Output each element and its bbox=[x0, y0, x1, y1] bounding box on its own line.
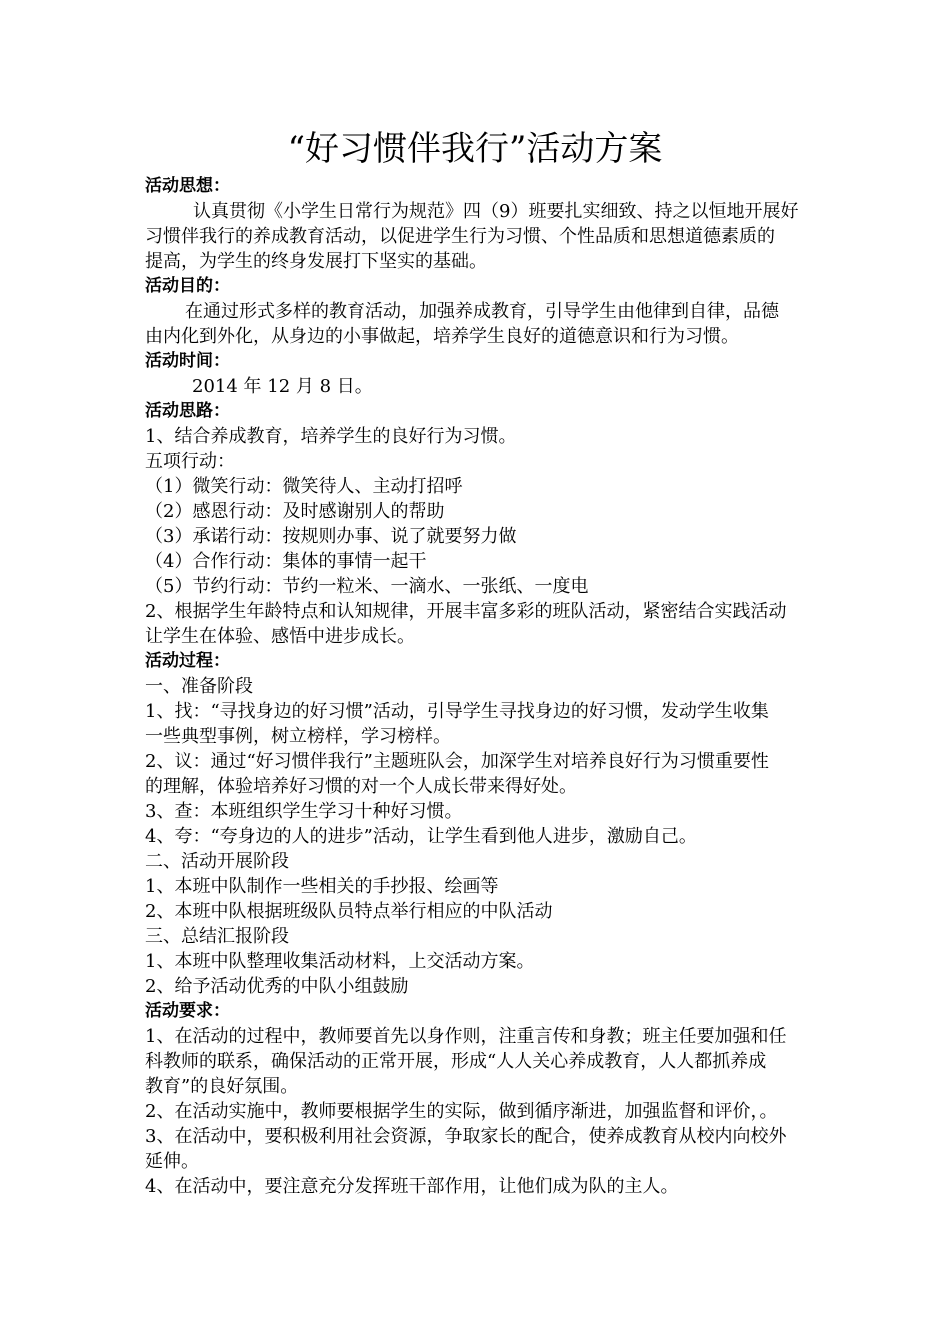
list-item: 延伸。 bbox=[145, 1151, 199, 1172]
section-heading-process: 活动过程： bbox=[145, 651, 230, 671]
paragraph-line: 认真贯彻《小学生日常行为规范》四（9）班要扎实细致、持之以恒地开展好 bbox=[193, 201, 799, 222]
list-item: （1）微笑行动：微笑待人、主动打招呼 bbox=[145, 476, 463, 497]
list-item: 1、在活动的过程中，教师要首先以身作则，注重言传和身教；班主任要加强和任 bbox=[145, 1026, 787, 1047]
list-item: 一、准备阶段 bbox=[145, 676, 253, 697]
list-item: 的理解，体验培养好习惯的对一个人成长带来得好处。 bbox=[145, 776, 577, 797]
list-item: 3、查：本班组织学生学习十种好习惯。 bbox=[145, 801, 463, 822]
list-item: 1、找：“寻找身边的好习惯”活动，引导学生寻找身边的好习惯，发动学生收集 bbox=[145, 701, 769, 722]
list-item: 2、给予活动优秀的中队小组鼓励 bbox=[145, 976, 409, 997]
paragraph-line: 提高，为学生的终身发展打下坚实的基础。 bbox=[145, 251, 487, 272]
list-item: （2）感恩行动：及时感谢别人的帮助 bbox=[145, 501, 445, 522]
list-item: （4）合作行动：集体的事情一起干 bbox=[145, 551, 427, 572]
document-body bbox=[145, 174, 810, 1199]
list-item: 二、活动开展阶段 bbox=[145, 851, 289, 872]
section-heading-requirements: 活动要求： bbox=[145, 1001, 230, 1021]
list-item: 科教师的联系，确保活动的正常开展，形成“人人关心养成教育，人人都抓养成 bbox=[145, 1051, 767, 1072]
paragraph-line: 习惯伴我行的养成教育活动，以促进学生行为习惯、个性品质和思想道德素质的 bbox=[145, 226, 775, 247]
list-item: 4、在活动中，要注意充分发挥班干部作用，让他们成为队的主人。 bbox=[145, 1176, 679, 1197]
section-heading-thought: 活动思想： bbox=[145, 176, 230, 196]
list-item: 2、根据学生年龄特点和认知规律，开展丰富多彩的班队活动，紧密结合实践活动 bbox=[145, 601, 787, 622]
list-item: 4、夸：“夸身边的人的进步”活动，让学生看到他人进步，激励自己。 bbox=[145, 826, 697, 847]
list-item: 2、本班中队根据班级队员特点举行相应的中队活动 bbox=[145, 901, 553, 922]
page-title: “好习惯伴我行”活动方案 bbox=[287, 129, 663, 169]
list-item: 1、结合养成教育，培养学生的良好行为习惯。 bbox=[145, 426, 517, 447]
list-item: 3、在活动中，要积极利用社会资源，争取家长的配合，使养成教育从校内向校外 bbox=[145, 1126, 787, 1147]
list-item: （5）节约行动：节约一粒米、一滴水、一张纸、一度电 bbox=[145, 576, 589, 597]
section-heading-purpose: 活动目的： bbox=[145, 276, 230, 296]
list-item: （3）承诺行动：按规则办事、说了就要努力做 bbox=[145, 526, 517, 547]
paragraph-line: 由内化到外化，从身边的小事做起，培养学生良好的道德意识和行为习惯。 bbox=[145, 326, 739, 347]
section-heading-approach: 活动思路： bbox=[145, 401, 230, 421]
paragraph-line: 2014 年 12 月 8 日。 bbox=[192, 376, 373, 397]
list-item: 2、议：通过“好习惯伴我行”主题班队会，加深学生对培养良好行为习惯重要性 bbox=[145, 751, 769, 772]
paragraph-line: 在通过形式多样的教育活动，加强养成教育，引导学生由他律到自律，品德 bbox=[185, 301, 779, 322]
list-item: 五项行动： bbox=[145, 451, 235, 472]
list-item: 1、本班中队整理收集活动材料，上交活动方案。 bbox=[145, 951, 535, 972]
list-item: 2、在活动实施中，教师要根据学生的实际，做到循序渐进，加强监督和评价，。 bbox=[145, 1101, 778, 1122]
list-item: 让学生在体验、感悟中进步成长。 bbox=[145, 626, 415, 647]
section-heading-time: 活动时间： bbox=[145, 351, 230, 371]
list-item: 教育”的良好氛围。 bbox=[145, 1076, 299, 1097]
list-item: 一些典型事例，树立榜样，学习榜样。 bbox=[145, 726, 451, 747]
list-item: 1、本班中队制作一些相关的手抄报、绘画等 bbox=[145, 876, 499, 897]
list-item: 三、总结汇报阶段 bbox=[145, 926, 289, 947]
